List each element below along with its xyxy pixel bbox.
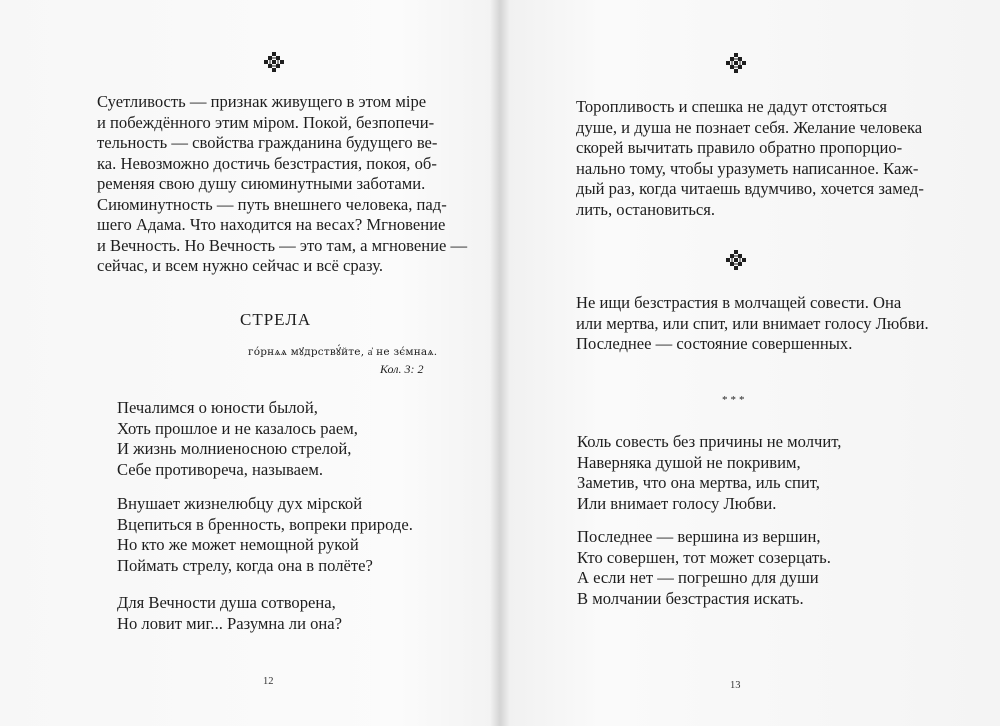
paragraph-line: сейчас, и всем нужно сейчас и всё сразу. bbox=[97, 256, 383, 275]
poem-line: Себе противореча, называем. bbox=[117, 459, 323, 479]
poem-line: Но кто же может немощной рукой bbox=[117, 535, 359, 554]
ornament-icon bbox=[263, 51, 285, 73]
paragraph-line: шего Адама. Что находится на весах? Мгновение bbox=[97, 215, 446, 234]
paragraph-line: ка. Невозможно достичь безстрастия, покоя, об- bbox=[97, 153, 437, 173]
paragraph-line: или мертва, или спит, или внимает голосу Любви. bbox=[576, 313, 929, 333]
poem-line: Для Вечности душа сотворена, bbox=[117, 593, 336, 612]
paragraph-line: душе, и душа не познает себя. Желание человека bbox=[576, 117, 923, 137]
left-paragraph bbox=[97, 92, 468, 277]
poem-title: СТРЕЛА bbox=[240, 310, 312, 329]
poem-line: Хоть прошлое и не казалось раем, bbox=[117, 418, 358, 438]
right-paragraph-1 bbox=[576, 97, 952, 220]
poem-line: Последнее — вершина из вершин, bbox=[577, 527, 821, 546]
poem-stanza-3 bbox=[117, 593, 342, 634]
paragraph-line: и побеждённого этим міром. Покой, безпопечи- bbox=[97, 112, 435, 132]
ornament-icon bbox=[725, 249, 747, 271]
right-page bbox=[500, 0, 1000, 726]
poem-line: Коль совесть без причины не молчит, bbox=[577, 432, 842, 451]
page-number-right: 13 bbox=[730, 680, 741, 691]
poem-line: В молчании безстрастия искать. bbox=[577, 588, 804, 608]
poem-stanza-1 bbox=[117, 398, 358, 480]
paragraph-line: и Вечность. Но Вечность — это там, а мгновение — bbox=[97, 235, 468, 255]
poem-line: И жизнь молниеносною стрелой, bbox=[117, 439, 352, 458]
poem-line: Заметив, что она мертва, иль спит, bbox=[577, 473, 820, 492]
poem-line: Или внимает голосу Любви. bbox=[577, 493, 777, 513]
epigraph: гóрнѧѧ мꙋдрствꙋ́йте, а҆ не зє́мнаѧ. bbox=[248, 346, 438, 358]
paragraph-line: лить, остановиться. bbox=[576, 199, 716, 219]
celtic-knot-ornament-icon bbox=[725, 52, 747, 74]
paragraph-line: дый раз, когда читаешь вдумчиво, хочется замед- bbox=[576, 179, 924, 198]
paragraph-line: Последнее — состояние совершенных. bbox=[576, 334, 853, 353]
paragraph-line: Торопливость и спешка не дадут отстояться bbox=[576, 97, 888, 116]
paragraph-line: скорей вычитать правило обратно пропорцио- bbox=[576, 138, 903, 157]
poem-line: Печалимся о юности былой, bbox=[117, 398, 318, 417]
poem-line: Внушает жизнелюбцу дух мірской bbox=[117, 494, 363, 513]
poem-stanza-1 bbox=[577, 432, 841, 514]
celtic-knot-ornament-icon bbox=[263, 51, 285, 73]
celtic-knot-ornament-icon bbox=[725, 249, 747, 271]
poem-line: Вцепиться в бренность, вопреки природе. bbox=[117, 514, 413, 534]
poem-line: Поймать стрелу, когда она в полёте? bbox=[117, 555, 373, 575]
paragraph-line: нально тому, чтобы уразуметь написанное. Каж- bbox=[576, 158, 919, 178]
paragraph-line: Суетливость — признак живущего в этом міре bbox=[97, 92, 427, 111]
poem-line: Но ловит миг... Разумна ли она? bbox=[117, 613, 343, 633]
poem-line: Наверняка душой не покривим, bbox=[577, 452, 801, 472]
epigraph-reference: Кол. 3: 2 bbox=[380, 362, 424, 376]
paragraph-line: тельность — свойства гражданина будущего ве- bbox=[97, 133, 438, 152]
paragraph-line: Сиюминутность — путь внешнего человека, пад- bbox=[97, 194, 447, 214]
section-separator: *** bbox=[722, 394, 748, 406]
poem-stanza-2 bbox=[117, 494, 413, 576]
right-paragraph-2 bbox=[576, 293, 952, 355]
poem-line: Кто совершен, тот может созерцать. bbox=[577, 547, 831, 567]
paragraph-line: ременяя свою душу сиюминутными заботами. bbox=[97, 174, 426, 193]
page-number-left: 12 bbox=[263, 676, 274, 687]
poem-line: А если нет — погрешно для души bbox=[577, 568, 819, 587]
poem-stanza-2 bbox=[577, 527, 831, 609]
ornament-icon bbox=[725, 52, 747, 74]
paragraph-line: Не ищи безстрастия в молчащей совести. Она bbox=[576, 293, 902, 312]
